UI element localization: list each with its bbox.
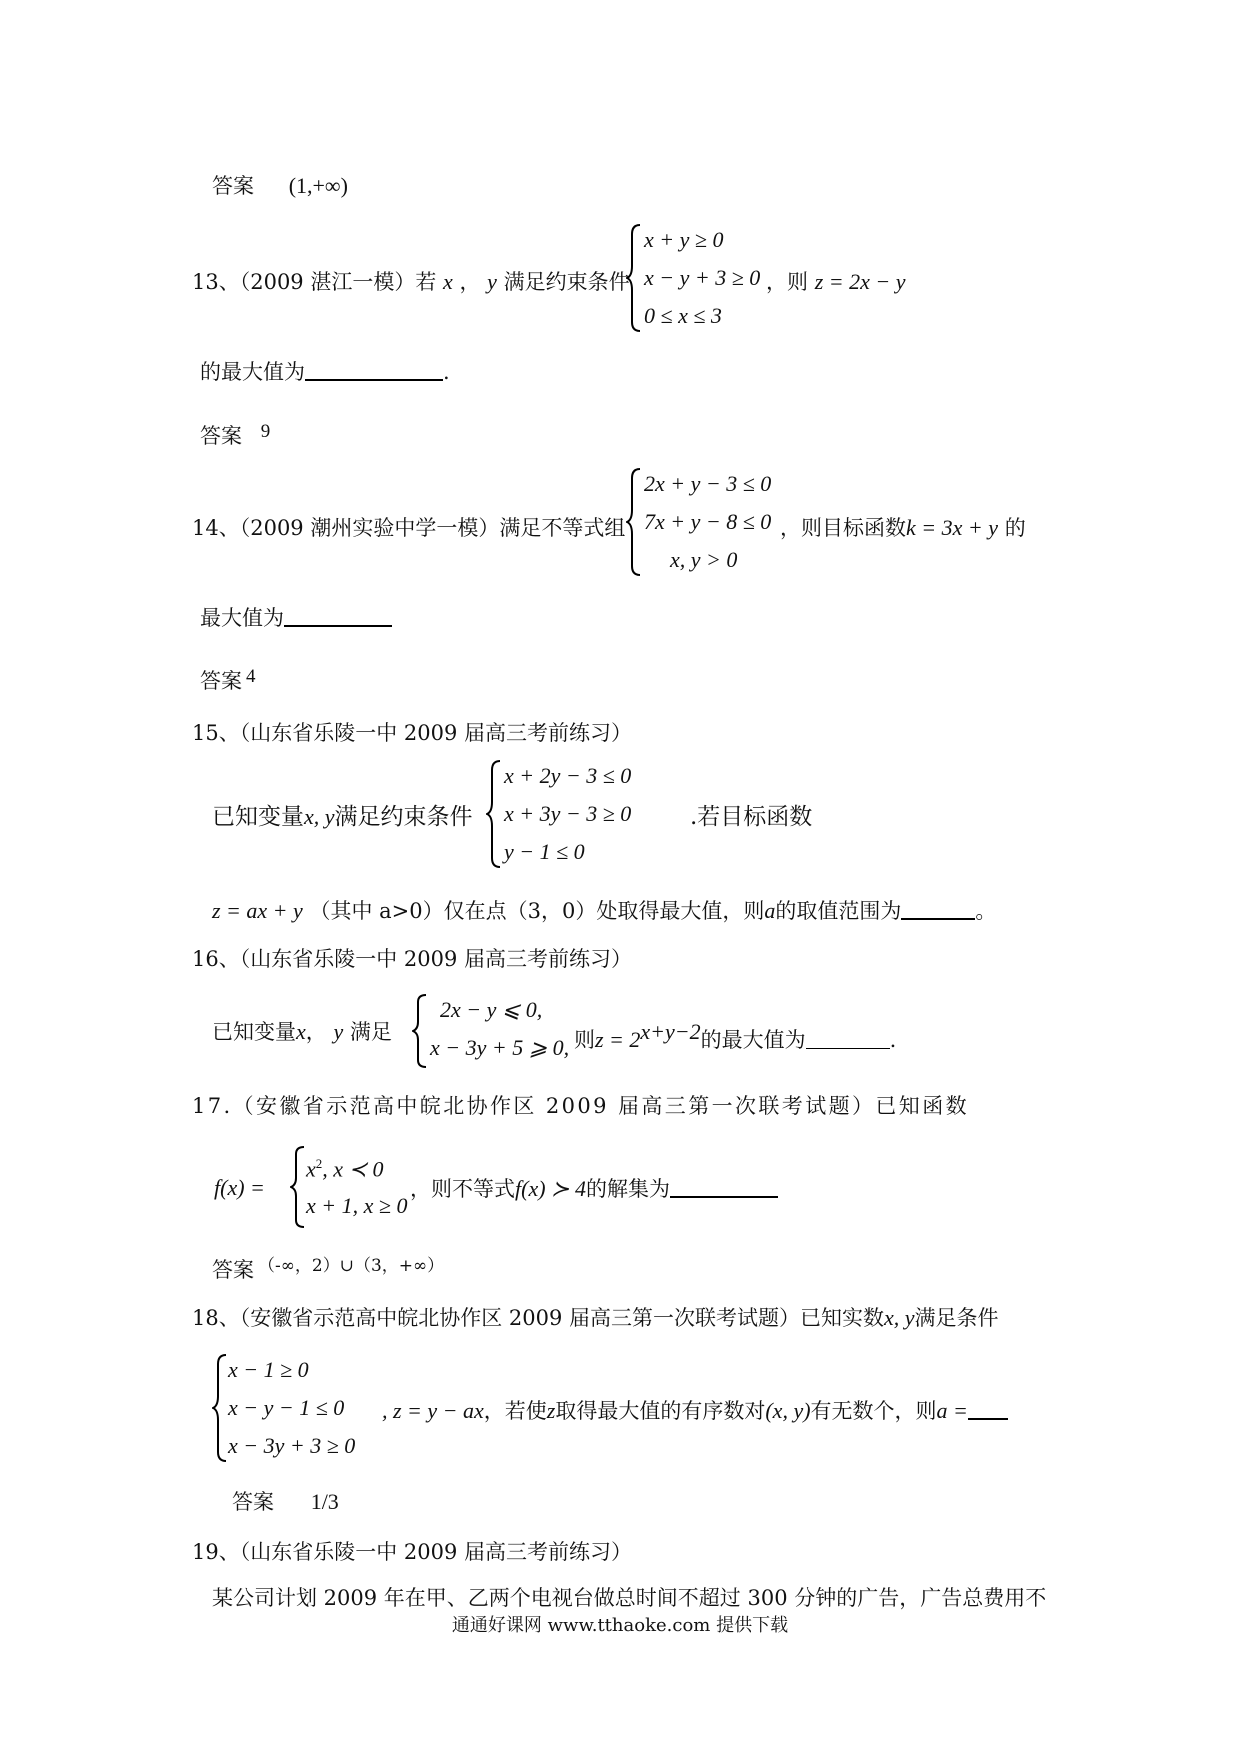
q15-period: 。: [975, 899, 997, 923]
q13-prefix: 13、（2009 湛江一模）若: [192, 270, 437, 294]
q15-constraint-3: y − 1 ≤ 0: [504, 839, 585, 864]
q14-then: ，则目标函数: [780, 516, 906, 540]
q16-mid: 满足: [349, 1020, 392, 1044]
q15-lead: 已知变量: [212, 804, 304, 830]
q17-case1-exponent: 2: [315, 1156, 323, 1171]
q13-ask-line: [200, 357, 450, 386]
q16-comma: ，: [305, 1020, 327, 1044]
answer-label: 答案: [212, 1258, 254, 1282]
q15-after: .若目标函数: [690, 804, 813, 830]
q18-vars: x, y: [884, 1305, 915, 1330]
q17-function: f(x) =: [214, 1175, 265, 1200]
q17-piecewise: [290, 1144, 430, 1230]
q16-target-line: [574, 1018, 896, 1054]
q18-mid2: 取得最大值的有序数对: [555, 1399, 766, 1423]
q14-answer: [200, 663, 256, 695]
q16-constraint-2: x − 3y + 5 ⩾ 0,: [430, 1035, 570, 1060]
q15-lead-line: [212, 803, 473, 831]
q18-constraint-3: x − 3y + 3 ≥ 0: [228, 1433, 356, 1458]
page-footer: 通通好课网 www.tthaoke.com 提供下载: [451, 1615, 789, 1636]
answer-label: 答案: [200, 669, 242, 693]
q17-func-line: [214, 1174, 265, 1202]
q14-constraint-1: 2x + y − 3 ≤ 0: [644, 471, 772, 496]
question-19-title: 19、（山东省乐陵一中 2009 届高三考前练习）: [192, 1540, 633, 1564]
q18-mid3: 有无数个，则: [810, 1399, 937, 1423]
q14-ask: 最大值为: [200, 606, 284, 630]
question-17-title: 17.（安徽省示范高中皖北协作区 2009 届高三第一次联考试题）已知函数: [192, 1094, 969, 1118]
q17-ask: 的解集为: [585, 1177, 670, 1201]
question-18-title: [192, 1304, 999, 1332]
q18-constraint-1: x − 1 ≥ 0: [228, 1357, 309, 1382]
top-answer: [212, 172, 348, 200]
q16-var-y: y: [333, 1019, 344, 1044]
q15-objective: z = ax + y: [212, 898, 303, 923]
q13-var-x: x: [443, 269, 453, 294]
q18-title-end: 满足条件: [914, 1306, 999, 1330]
q16-objective: z = 2: [595, 1027, 641, 1052]
q16-lead-line: [212, 1018, 392, 1046]
answer-label: 答案: [200, 424, 242, 448]
answer-blank: [305, 357, 443, 381]
q13-period: .: [443, 360, 450, 384]
q16-var-x: x: [296, 1019, 306, 1044]
q18-constraint-system: [212, 1352, 372, 1464]
q16-exponent: x+y−2: [640, 1019, 701, 1044]
q18-answer: [232, 1488, 339, 1516]
q17-case1-rest: , x ≺ 0: [322, 1156, 384, 1182]
question-16-title: 16、（山东省乐陵一中 2009 届高三考前练习）: [192, 947, 633, 971]
q14-prefix: 14、（2009 潮州实验中学一模）满足不等式组: [192, 516, 626, 540]
q13-constraint-1: x + y ≥ 0: [644, 227, 724, 252]
q17-case1-base: x: [306, 1156, 316, 1182]
q18-var-z: z: [546, 1398, 556, 1423]
q16-constraint-1: 2x − y ⩽ 0,: [440, 997, 543, 1022]
q17-then: ，则不等式: [410, 1177, 515, 1201]
q13-target-line: [766, 268, 905, 296]
q14-target-line: [780, 514, 1026, 542]
question-13-line: [192, 268, 630, 296]
q17-case2: x + 1, x ≥ 0: [306, 1193, 408, 1218]
q16-lead: 已知变量: [212, 1020, 296, 1044]
q17-inequality: f(x) ≻ 4: [515, 1176, 586, 1201]
q17-answer: [212, 1252, 444, 1284]
q15-ask: 的取值范围为: [775, 899, 902, 923]
q14-ask-line: [200, 603, 392, 632]
answer-value: 4: [246, 666, 256, 687]
q18-mid: ，若使: [483, 1399, 547, 1423]
left-brace-icon: [412, 992, 430, 1070]
q13-ask: 的最大值为: [200, 360, 305, 384]
q13-constraint-2: x − y + 3 ≥ 0: [644, 265, 761, 290]
answer-blank: [806, 1026, 890, 1049]
q14-objective: k = 3x + y: [906, 515, 998, 540]
q14-constraint-2: 7x + y − 8 ≤ 0: [644, 509, 772, 534]
q15-condition: （其中 a>0）仅在点（3，0）处取得最大值，则: [309, 899, 765, 923]
q13-comma: ，: [459, 270, 481, 294]
q15-mid: 满足约束条件: [334, 804, 473, 830]
q18-pair: (x, y): [765, 1398, 811, 1423]
answer-value: 1/3: [310, 1489, 339, 1514]
q18-title: 18、（安徽省示范高中皖北协作区 2009 届高三第一次联考试题）已知实数: [192, 1306, 885, 1330]
q15-constraint-2: x + 3y − 3 ≥ 0: [504, 801, 632, 826]
q18-target-line: [382, 1396, 1008, 1425]
answer-label: 答案: [212, 174, 254, 198]
q15-constraint-1: x + 2y − 3 ≤ 0: [504, 763, 632, 788]
q18-constraint-2: x − y − 1 ≤ 0: [228, 1395, 345, 1420]
q16-then: 则: [574, 1028, 595, 1052]
q16-period: .: [889, 1028, 897, 1052]
q15-vars: x, y: [304, 804, 335, 829]
q15-constraint-system: [486, 758, 706, 870]
q16-ask: 的最大值为: [700, 1028, 806, 1052]
q13-answer: [200, 418, 270, 450]
left-brace-icon: [626, 222, 644, 334]
answer-value: 9: [260, 421, 271, 442]
q15-var-a: a: [764, 898, 776, 923]
answer-blank: [284, 603, 392, 627]
answer-blank: [901, 896, 975, 920]
q16-constraint-system: [412, 992, 582, 1070]
answer-value: （-∞，2）∪（3，+∞）: [258, 1256, 445, 1276]
q13-mid: 满足约束条件: [503, 270, 630, 294]
q14-de: 的: [1004, 516, 1026, 540]
answer-label: 答案: [232, 1490, 274, 1514]
answer-value: (1,+∞): [288, 173, 348, 198]
question-14-line: [192, 514, 625, 542]
left-brace-icon: [486, 758, 504, 870]
q14-constraint-3: x, y > 0: [670, 547, 738, 572]
q15-line2: [212, 896, 996, 925]
answer-blank: [670, 1174, 778, 1198]
answer-blank: [968, 1396, 1008, 1420]
q13-then: ，则: [766, 270, 808, 294]
q13-var-y: y: [487, 269, 497, 294]
q18-var-a: a =: [936, 1398, 968, 1423]
q19-text: 某公司计划 2009 年在甲、乙两个电视台做总时间不超过 300 分钟的广告，广告总费用不: [212, 1586, 1047, 1610]
question-15-title: 15、（山东省乐陵一中 2009 届高三考前练习）: [192, 721, 633, 745]
q18-objective: , z = y − ax: [382, 1398, 484, 1423]
q13-objective: z = 2x − y: [814, 269, 906, 294]
q13-constraint-3: 0 ≤ x ≤ 3: [644, 303, 722, 328]
q17-tail-line: [410, 1174, 778, 1203]
left-brace-icon: [626, 466, 644, 578]
